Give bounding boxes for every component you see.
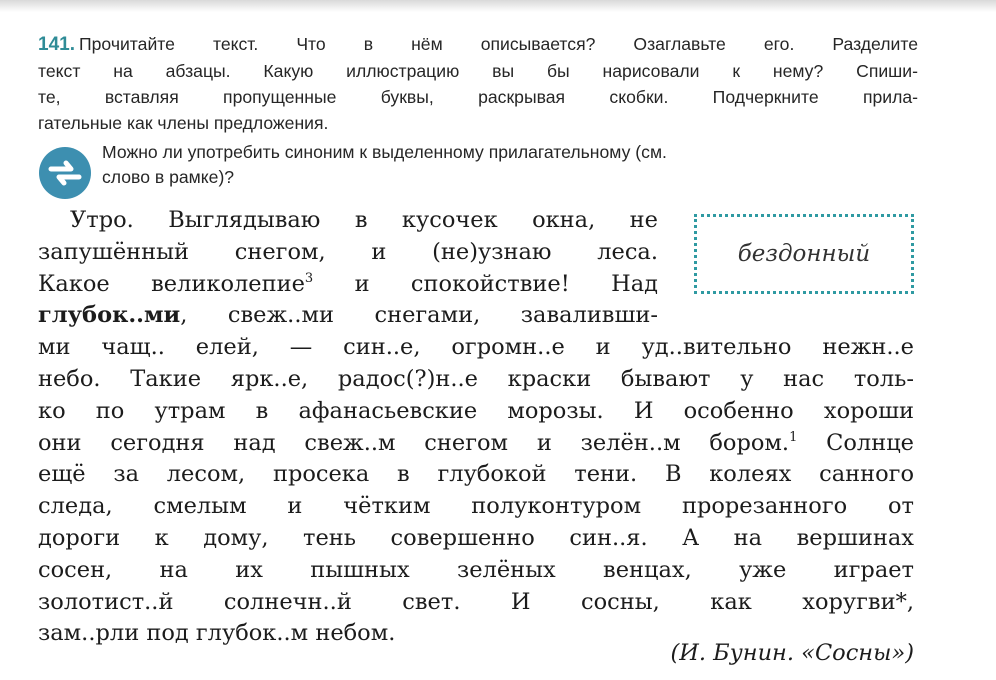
extra-task-text: Можно ли употребить синоним к выделенному прилагательному (см. слово в рамке)? <box>102 142 667 187</box>
extra-task <box>38 140 918 200</box>
task-line: гательные как члены предложения. <box>38 113 329 133</box>
task-number: 141. <box>38 34 75 55</box>
story-text <box>38 205 914 650</box>
story-line: дороги к дому, тень совершенно син..я. А на вершинах <box>38 524 914 551</box>
story-line: небо. Такие ярк..е, радос(?)н..е краски бывают у нас толь- <box>38 365 914 392</box>
story-line: глубок..ми, свеж..ми снегами, заваливши- <box>38 302 658 329</box>
story-line: следа, смелым и чётким полуконтуром прорезанного от <box>38 493 914 520</box>
story-line: Какое великолепие$^3$ и спокойствие! Над <box>38 270 658 297</box>
task-line: те, вставляя пропущенные буквы, раскрывая скобки. Подчеркните прила- <box>38 87 918 107</box>
page-top-edge <box>0 0 996 12</box>
swap-arrows-icon <box>38 146 92 200</box>
story-line: ко по утрам в афанасьевские морозы. И особенно хороши <box>38 397 914 424</box>
story-line: ми чащ.. елей, — син..е, огромн..е и уд..вительно нежн..е <box>38 334 914 361</box>
story-line: сосен, на их пышных зелёных венцах, уже играет <box>38 556 914 583</box>
story-line: золотист..й солнечн..й свет. И сосны, как хоругви*, <box>38 588 914 615</box>
task-instructions <box>38 31 918 136</box>
story-line: зам..рли под глубок..м небом. <box>38 620 396 647</box>
story-line: Утро. Выглядываю в кусочек окна, не <box>70 207 658 233</box>
highlighted-adjective: глубок..ми <box>38 302 181 329</box>
story-line: ещё за лесом, просека в глубокой тени. В колеях санного <box>38 461 914 488</box>
word-box-word: бездонный <box>737 241 871 267</box>
author-attribution: (И. Бунин. «Сосны») <box>670 640 914 666</box>
story-line: запушённый снегом, и (не)узнаю леса. <box>38 238 658 265</box>
story-line: они сегодня над свеж..м снегом и зелён..м бором.$^1$ Солнце <box>38 429 914 456</box>
task-line: текст на абзацы. Какую иллюстрацию вы бы нарисовали к нему? Спиши- <box>38 61 918 81</box>
task-line: 141. Прочитайте текст. Что в нём описывается? Озаглавьте его. Разделите <box>38 34 918 55</box>
